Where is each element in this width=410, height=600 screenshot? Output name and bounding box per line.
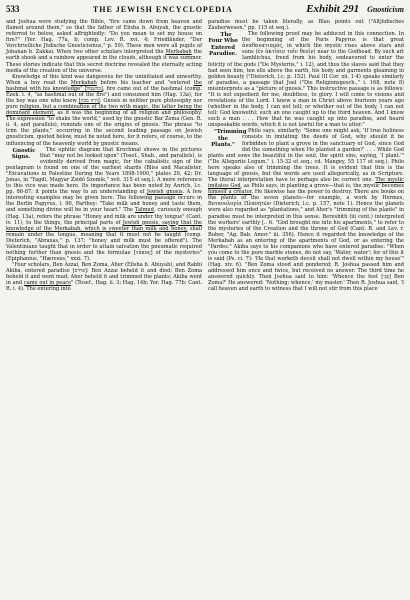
margin-heading: "Trimming the Plants." bbox=[211, 129, 247, 148]
paragraph: "Four scholars, Ben Azzai, Ben Zoma, Aher (Elisha b. Abuyah), and Rabbi Akiba, entered paradise [פרדס]: Ben Azzai beheld it and died; Ben Zoma beheld it and went mad; Aher beheld it and trimmed the plants; Akiba went in and came out in peace" (Tosef., Hag. ii. 3; Hag. 14b; Yer. Hag. 77b; Cant. R. i. 4). The entering into bbox=[6, 262, 202, 293]
margin-heading: The Four Who Entered Paradise. bbox=[208, 32, 238, 58]
paragraph: Knowledge of this kind was dangerous for the uninitiated and unworthy. When a boy read the Merkabah before his teacher and "entered the hashmal with his knowledge" [בהשמל], fire came out of the hashmal (comp. Ezek. i. 4, "as hashmal out of the fire") and consumed him (Hag. 13a), for the boy was one who knew [היה מבין]. Gnosis in neither pure philosophy nor pure religion, but a combination of the two with magic, the latter being the dominant element, as it was the beginning of all religion and philosophy. The expression "to shake the world," used by the gnostic Bar Zoma (Gen. R. ii. 4, and parallels), reminds one of the origins of gnosis. The phrase "to trim the plants," occurring in the second leading passage on Jewish gnosticism, quoted below, must be noted here, for it refers, of course, to the influencing of the heavenly world by gnostic means. bbox=[6, 73, 203, 147]
underlined-text: The mystic imitates God bbox=[208, 177, 405, 190]
underlined-text: Jewish gnosis bbox=[146, 189, 183, 196]
underlined-text: the hashmal with his knowledge" [בהשמל] bbox=[6, 79, 202, 92]
underlined-text: Merkabah bbox=[165, 49, 192, 56]
page-header bbox=[6, 3, 404, 17]
paragraph: paradise must be taken literally, as Blau points out ("Altjüdisches Zauberwesen," pp. 115 et seq.). bbox=[208, 19, 404, 32]
running-topic: Gnosticism bbox=[367, 5, 404, 14]
paragraph: and Joshua were studying the Bible, "fire came down from heaven and flamed around them," so that the father of Elisha b. Abuyah, the gnostic referred to below, asked affrightedly: "Do you mean to set my house on fire?" (Yer. Hag. 77a, b; comp. Lev. R. xvi. 4; Friedländer, "Der Vorchristliche Jüdische Gnosticismus," p. 59). These men were all pupils of Johanan b. Zakkai. When two other scholars interpreted the Merkabah the earth shook and a rainbow appeared in the clouds, although it was summer. These stories indicate that this secret doctrine revealed the eternally acting media of the creation of the universe. bbox=[6, 19, 203, 74]
underlined-text: Talmud bbox=[135, 207, 154, 214]
underlined-text: [היה מבין] bbox=[78, 98, 100, 105]
paragraph: "Trimming the Plants." Philo says, similarly: "Some one might ask, 'If true holiness consists in imitating the deeds of God, why should it be forbidden to plant a grove in the sanctuary of God, since God did the something when He planted a garden?' . . . While God plants and sows the beautiful in the soul, the spirit sins, saying, 'I plant.'" ("De Allegoriis Legum," i. 15-32 et seq.; cd. Mangey, 55 117 et seq.). Philo here speaks also of trimming the trees. It is evident that this is the language of gnosis, but the words are used allegorically, as in Scripture. The literal interpretation have to perhaps also be correct one. The mystic imitates God, as Philo says, in planting a grove—that is, the mystic becomes himself a creator. He likewise has the power to destroy. There are books on the plants of the seven planets—for example, a work by Hermes, Βοτανολογία Πλανητῶν (Dieterich, l.c. p. 157, note 1). Hence the planets were also regarded as "plantations," and Aher's "trimming of the plants" in paradise must be interpreted in this sense. Bereshith (iii cent.) interpreted the workers' earthly [.. 6. "God brought me into his apartments," to refer to the mysteries of the Creation and the throne of God (Cant. R. and Lev. r. Buber, "Ag. Bab. Amor." iii. 356). Hence it regarded the knowledge of the Merkabah as an entering of the apartments of God, or as entering the "Pardes." Akiba says to his companions who have entered paradise: "When you come to the pure marble stones, do not say, 'Water, water'; for of this it is said (Ps. ci. 7): 'He that worketh deceit shall not dwell within my house'" (Hag. xiv. 6). "Ben Zoma stood and pondered; R. Joshua passed him and addressed him once and twice, but received no answer. The third time he answered quickly. Then Joshua said to him: 'Whence the feet [פְּנֵי] Ben Zoma?' He answered: 'Nothing; whence,' my master.' Then R. Joshua said, 'I call heaven and earth to witness that I will not stir from this place bbox=[208, 128, 405, 293]
left-column bbox=[6, 19, 202, 293]
underlined-text: came out in peace bbox=[23, 280, 72, 287]
exhibit-label: Exhibit 291 bbox=[306, 3, 360, 15]
underlined-text: himself a creator bbox=[208, 189, 252, 196]
page-number: 533 bbox=[6, 4, 20, 14]
paragraph: The Four Who Entered Paradise. The following proof may be adduced in this connection. In the beginning of the Paris Papyrus is that great ἀναθανατισμός, in which the mystic rises above stars and suns (ἐν ἀκτῖσιν τοῖν θεοῖν) near to the Godhead. By such art Iamblichus, freed from his body, endeavored to enter the felicity of the gods ("De Mysteriis," i. 12), and thus the slaves said that they had seen him, ten ells above the earth, his body and garments gleaming in golden beauty ("Dieterich, l.c. p. 152). Paul (II Cor. xii. 1-4) speaks similarly of paradise, a passage that Joel ("Die Religionsgesch.," i. 168, note 8) misinterprets as a "picture of gnosis." This instructive passage is as follows: "It is not expedient for me, doubtless, to glory. I will come to visions and revelations of the Lord. I knew a man in Christ above fourteen years ago (whether in the body, I can not tell; or whether out of the body, I can not tell: God knoweth); such an one caught up to the third heaven. And I know such a man . . . How that he was caught up into paradise, and heard unspeakable words, which it is not lawful for a man to utter." bbox=[208, 31, 404, 129]
right-column bbox=[208, 19, 404, 293]
underlined-text: Merkabah bbox=[70, 79, 97, 86]
margin-heading: Gnostic Signs. bbox=[11, 147, 36, 160]
underlined-text: Jewish gnosis, saying that the knowledge of the Merkabah, which is sweeter than milk and honey, bbox=[6, 219, 202, 232]
text-columns bbox=[6, 19, 404, 293]
running-title: THE JEWISH ENCYCLOPEDIA bbox=[92, 5, 233, 14]
underlined-text: religion, but a combination of the two with magic, the latter being the dominant element, bbox=[6, 104, 202, 117]
paragraph: Gnostic Signs. The ophitic diagram that Krochmal shows in the pictures that "may not be looked upon" (Tosef., Shab., and parallels), is evidently derived from magic, for the cabalistic sign of the pentagram is found on one of the earliest shards (Bliss and Macalister, "Excavations in Palestine During the Years 1898-1900," plates 29, 42; Dr. Jonas, in "Yagdi, Magyar Zsidó Szemle," xvii. 315 et seq.). A more reference to this vice was made here. Its importance has been noted by Anrich, l.c. pp. 86-87; it points the way to an understanding of Jewish gnosis. A few interesting examples may be given here. The following passage occurs in the Berlin Papyrus, l. 90, Parthey: "Take milk and honey and taste them, and something divine will be in your heart." The Talmud, curiously enough (Hag. 13a), refers the phrase "Honey and milk are under thy tongue" (Cant. iv. 11), to the things, the principal parts of Jewish gnosis, saying that the knowledge of the Merkabah, which is sweeter than milk and honey, shall remain under the tongue, meaning that it must not be taught (comp. Dieterich, "Abraxas," p. 137; "honey and milk must be offered"). The Valentinians taught that in order to attain salvation the pneumatic required nothing further than gnosis and the formulae [τύπος] of the mysteries" (Epiphanius, "Hæreses," xxxi. 7). bbox=[6, 146, 203, 263]
